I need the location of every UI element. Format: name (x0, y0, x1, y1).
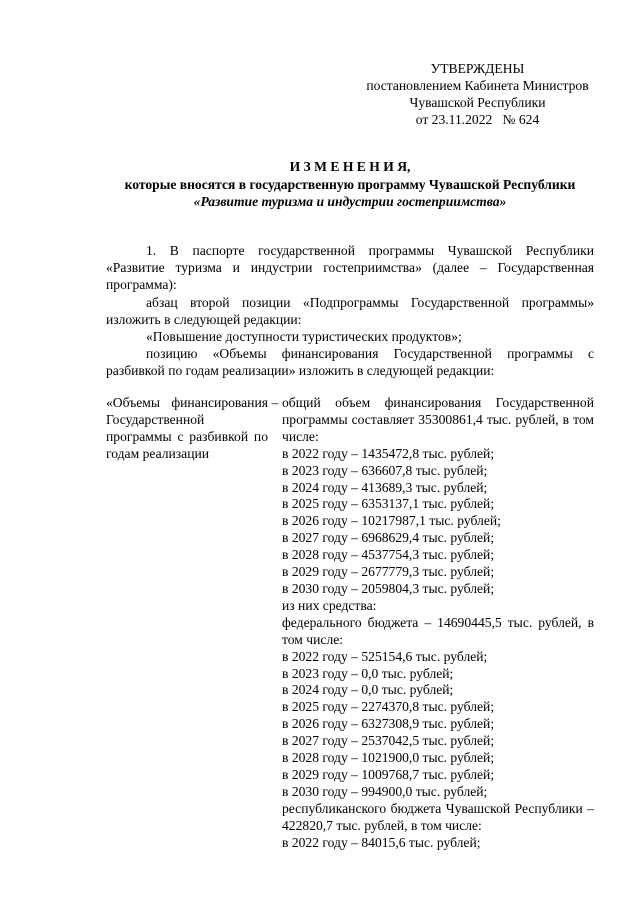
financing-line: в 2022 году – 1435472,8 тыс. рублей; (282, 445, 495, 461)
approval-line: постановлением Кабинета Министров (366, 78, 589, 93)
financing-line: в 2030 году – 994900,0 тыс. рублей; (282, 783, 488, 799)
approval-line: Чувашской Республики (409, 95, 546, 110)
table-dash: – (271, 395, 279, 410)
financing-line: в 2027 году – 2537042,5 тыс. рублей; (282, 733, 495, 749)
paragraph: позицию «Объемы финансирования Государственной программы с разбивкой по годам реализации» изложить в следующей редакции: (106, 346, 594, 379)
document-body (106, 242, 594, 380)
financing-line: в 2022 году – 84015,6 тыс. рублей; (282, 834, 481, 850)
financing-line: в 2023 году – 636607,8 тыс. рублей; (282, 462, 488, 478)
financing-line: в 2026 году – 10217987,1 тыс. рублей; (282, 513, 501, 529)
financing-line: в 2025 году – 2274370,8 тыс. рублей; (282, 699, 495, 715)
financing-line: в 2024 году – 413689,3 тыс. рублей; (282, 479, 488, 495)
financing-line: в 2028 году – 4537754,3 тыс. рублей; (282, 547, 495, 563)
financing-line: в 2023 году – 0,0 тыс. рублей; (282, 665, 454, 681)
financing-line: в 2029 году – 1009768,7 тыс. рублей; (282, 766, 495, 782)
approval-block (340, 60, 615, 128)
title-line: которые вносятся в государственную программу Чувашской Республики (124, 176, 576, 192)
paragraph: 1. В паспорте государственной программы Чувашской Республики «Развитие туризма и индустрии гостеприимства» (далее – Государственная программа): (106, 243, 594, 293)
financing-line: в 2028 году – 1021900,0 тыс. рублей; (282, 750, 495, 766)
financing-line: в 2030 году – 2059804,3 тыс. рублей; (282, 580, 495, 596)
table-right-cell (282, 395, 594, 851)
document-title (60, 158, 640, 211)
financing-line: из них средства: (282, 597, 377, 613)
title-heading: И З М Е Н Е Н И Я, (289, 159, 411, 174)
financing-line: республиканского бюджета Чувашской Республики – 422820,7 тыс. рублей, в том числе: (282, 800, 594, 833)
financing-line: в 2024 году – 0,0 тыс. рублей; (282, 682, 454, 698)
paragraph: абзац второй позиции «Подпрограммы Государственной программы» изложить в следующей редакции: (106, 294, 594, 327)
financing-line: в 2025 году – 6353137,1 тыс. рублей; (282, 496, 495, 512)
financing-line: в 2027 году – 6968629,4 тыс. рублей; (282, 530, 495, 546)
financing-line: в 2026 году – 6327308,9 тыс. рублей; (282, 716, 495, 732)
financing-line: общий объем финансирования Государственной программы составляет 35300861,4 тыс. рублей, в том числе: (282, 395, 594, 444)
table-left-cell: «Объемы финансирования Государственной программы с разбивкой по годам реализации (106, 395, 268, 461)
program-name: «Развитие туризма и индустрии гостеприимства» (193, 194, 507, 209)
approval-date-number: от 23.11.2022 № 624 (415, 112, 540, 127)
financing-line: в 2029 году – 2677779,3 тыс. рублей; (282, 564, 495, 580)
financing-line: в 2022 году – 525154,6 тыс. рублей; (282, 648, 488, 664)
paragraph: «Повышение доступности туристических продуктов»; (146, 329, 462, 345)
approval-heading: УТВЕРЖДЕНЫ (430, 61, 525, 76)
financing-line: федерального бюджета – 14690445,5 тыс. рублей, в том числе: (282, 614, 594, 647)
